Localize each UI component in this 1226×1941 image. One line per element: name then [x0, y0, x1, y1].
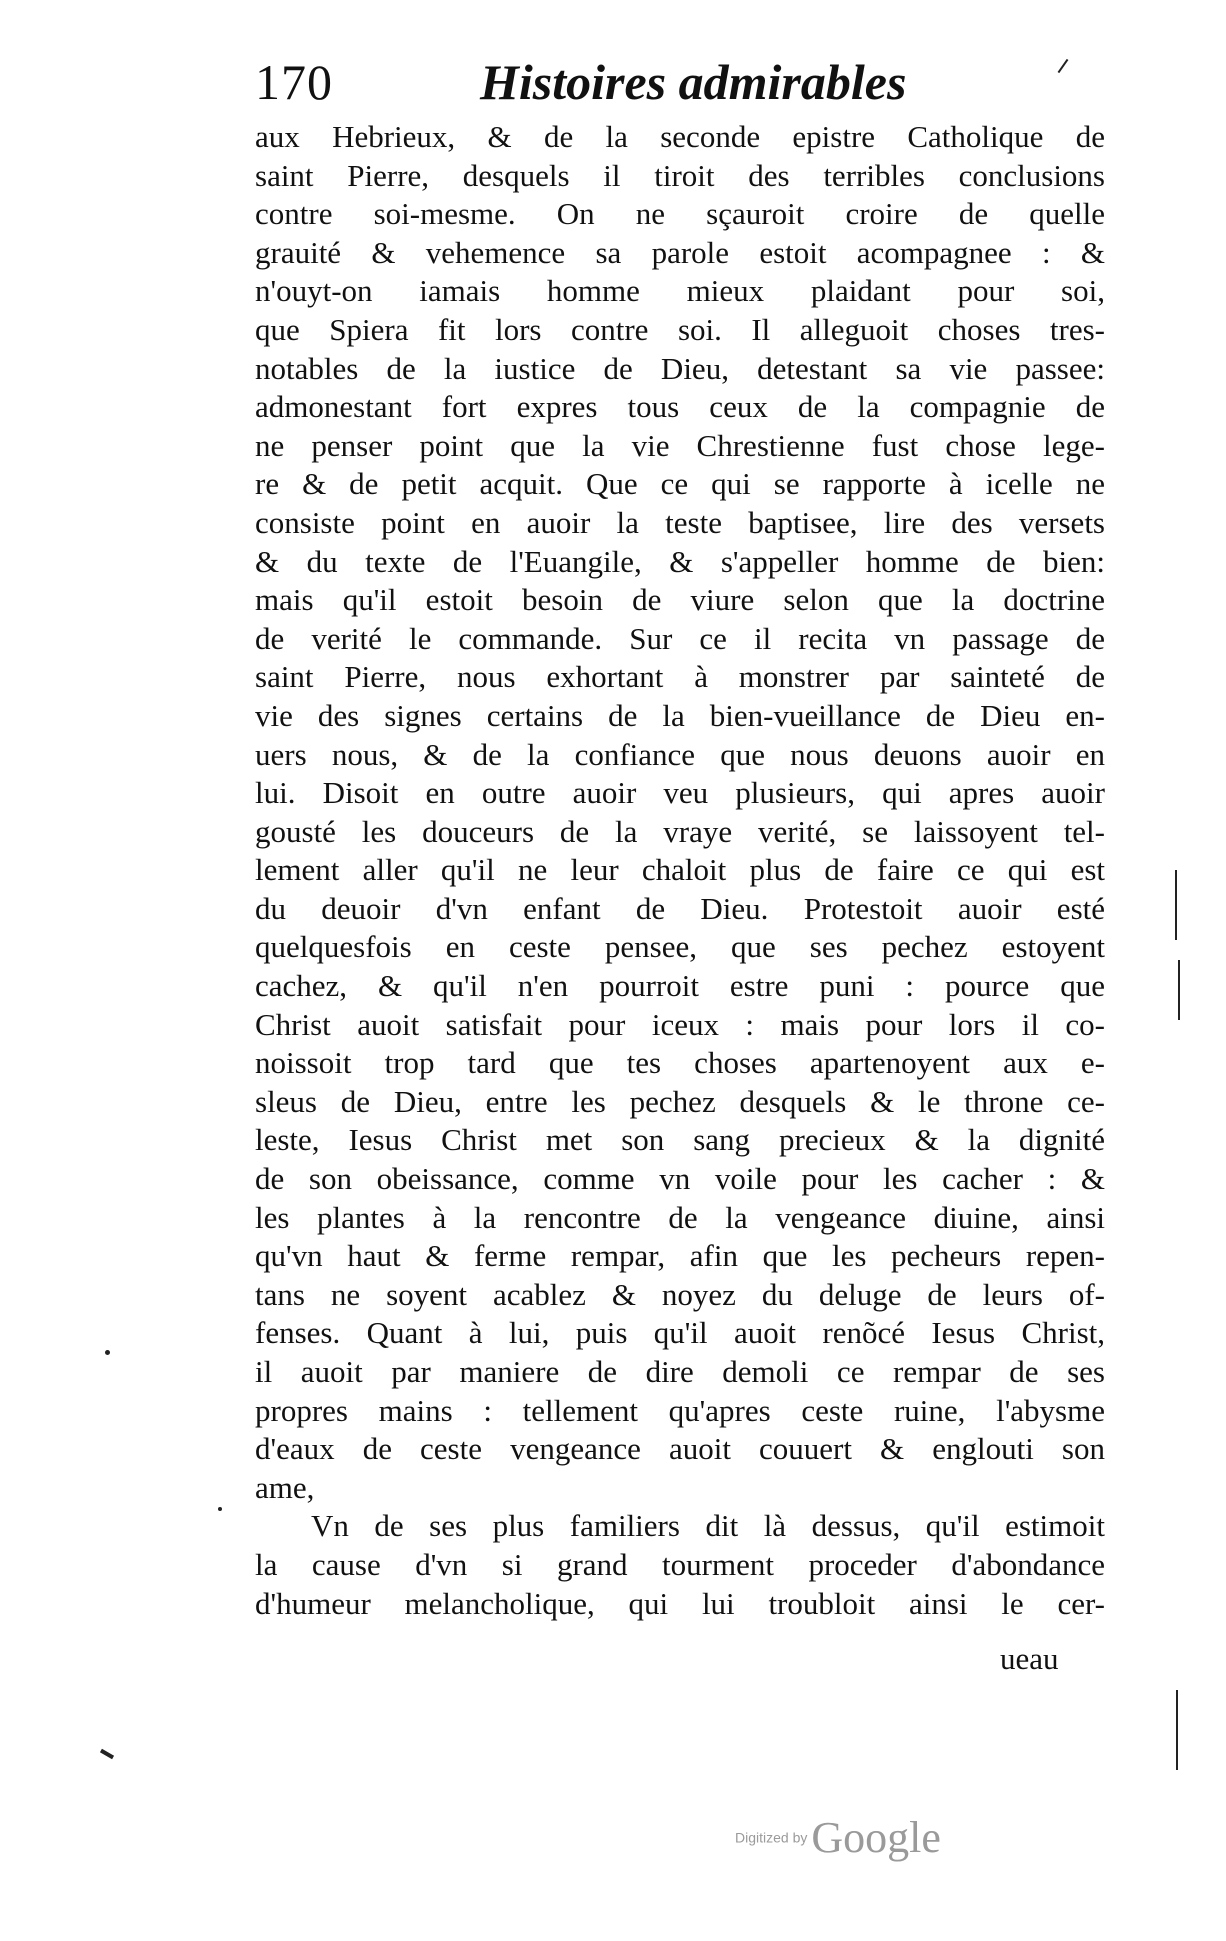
text-line: quelquesfois en ceste pensee, que ses pechez estoyent — [255, 929, 1105, 965]
text-line: lui. Disoit en outre auoir veu plusieurs, qui apres auoir — [255, 775, 1105, 811]
text-line: consiste point en auoir la teste baptisee, lire des versets — [255, 504, 1105, 540]
google-logo: Google — [811, 1813, 941, 1862]
margin-speck — [1178, 960, 1180, 1020]
text-line: saint Pierre, desquels il tiroit des terribles conclusions — [255, 157, 1105, 193]
text-line: contre soi-mesme. On ne sçauroit croire de quelle — [255, 196, 1105, 232]
text-line: n'ouyt-on iamais homme mieux plaidant pour soi, — [255, 273, 1105, 309]
margin-speck — [1175, 870, 1177, 940]
text-line-paragraph-start: Vn de ses plus familiers dit là dessus, qu'il estimoit — [311, 1508, 1105, 1544]
text-line: & du texte de l'Euangile, & s'appeller homme de bien: — [255, 543, 1105, 579]
catchword: ueau — [1000, 1641, 1059, 1676]
text-line: d'eaux de ceste vengeance auoit couuert & englouti son — [255, 1431, 1105, 1467]
page-number: 170 — [255, 54, 333, 110]
running-head — [255, 52, 1105, 112]
text-line: saint Pierre, nous exhortant à monstrer par sainteté de — [255, 659, 1105, 695]
text-line: tans ne soyent acablez & noyez du deluge de leurs of- — [255, 1276, 1105, 1312]
text-line: de verité le commande. Sur ce il recita vn passage de — [255, 620, 1105, 656]
text-line: la cause d'vn si grand tourment proceder d'abondance — [255, 1546, 1105, 1582]
text-line: uers nous, & de la confiance que nous deuons auoir en — [255, 736, 1105, 772]
text-line: notables de la iustice de Dieu, detestant sa vie passee: — [255, 350, 1105, 386]
text-line: leste, Iesus Christ met son sang precieux & la dignité — [255, 1122, 1105, 1158]
text-line: propres mains : tellement qu'apres ceste ruine, l'abysme — [255, 1392, 1105, 1428]
digitized-by-google-watermark — [735, 1812, 941, 1872]
text-line: grauité & vehemence sa parole estoit acompagnee : & — [255, 234, 1105, 270]
text-line: fenses. Quant à lui, puis qu'il auoit renõcé Iesus Christ, — [255, 1315, 1105, 1351]
digitized-prefix: Digitized by — [735, 1829, 808, 1846]
text-line: admonestant fort expres tous ceux de la compagnie de — [255, 389, 1105, 425]
text-line: Christ auoit satisfait pour iceux : mais pour lors il co- — [255, 1006, 1105, 1042]
text-line: gousté les douceurs de la vraye verité, se laissoyent tel- — [255, 813, 1105, 849]
body-text — [255, 118, 1105, 1623]
text-line: d'humeur melancholique, qui lui troubloit ainsi le cer- — [255, 1585, 1105, 1621]
text-line: les plantes à la rencontre de la vengeance diuine, ainsi — [255, 1199, 1105, 1235]
margin-speck — [100, 1749, 114, 1759]
text-line: de son obeissance, comme vn voile pour les cacher : & — [255, 1161, 1105, 1197]
running-title: Histoires admirables — [480, 54, 907, 110]
margin-speck — [105, 1350, 110, 1355]
margin-speck — [1176, 1690, 1178, 1770]
text-line: vie des signes certains de la bien-vueillance de Dieu en- — [255, 697, 1105, 733]
text-line: qu'vn haut & ferme rempar, afin que les pecheurs repen- — [255, 1238, 1105, 1274]
text-line: que Spiera fit lors contre soi. Il alleguoit choses tres- — [255, 311, 1105, 347]
text-line: ne penser point que la vie Chrestienne fust chose lege- — [255, 427, 1105, 463]
text-line: lement aller qu'il ne leur chaloit plus de faire ce qui est — [255, 852, 1105, 888]
text-line: il auoit par maniere de dire demoli ce rempar de ses — [255, 1354, 1105, 1389]
text-line: noissoit trop tard que tes choses apartenoyent aux e- — [255, 1045, 1105, 1081]
text-line-paragraph-end: ame, — [255, 1469, 315, 1505]
margin-speck — [218, 1507, 222, 1511]
text-line: aux Hebrieux, & de la seconde epistre Catholique de — [255, 119, 1105, 154]
text-line: mais qu'il estoit besoin de viure selon que la doctrine — [255, 582, 1105, 618]
text-line: du deuoir d'vn enfant de Dieu. Protestoit auoir esté — [255, 890, 1105, 926]
text-line: cachez, & qu'il n'en pourroit estre puni : pource que — [255, 968, 1105, 1004]
text-line: re & de petit acquit. Que ce qui se rapporte à icelle ne — [255, 466, 1105, 502]
text-line: sleus de Dieu, entre les pechez desquels & le throne ce- — [255, 1083, 1105, 1119]
